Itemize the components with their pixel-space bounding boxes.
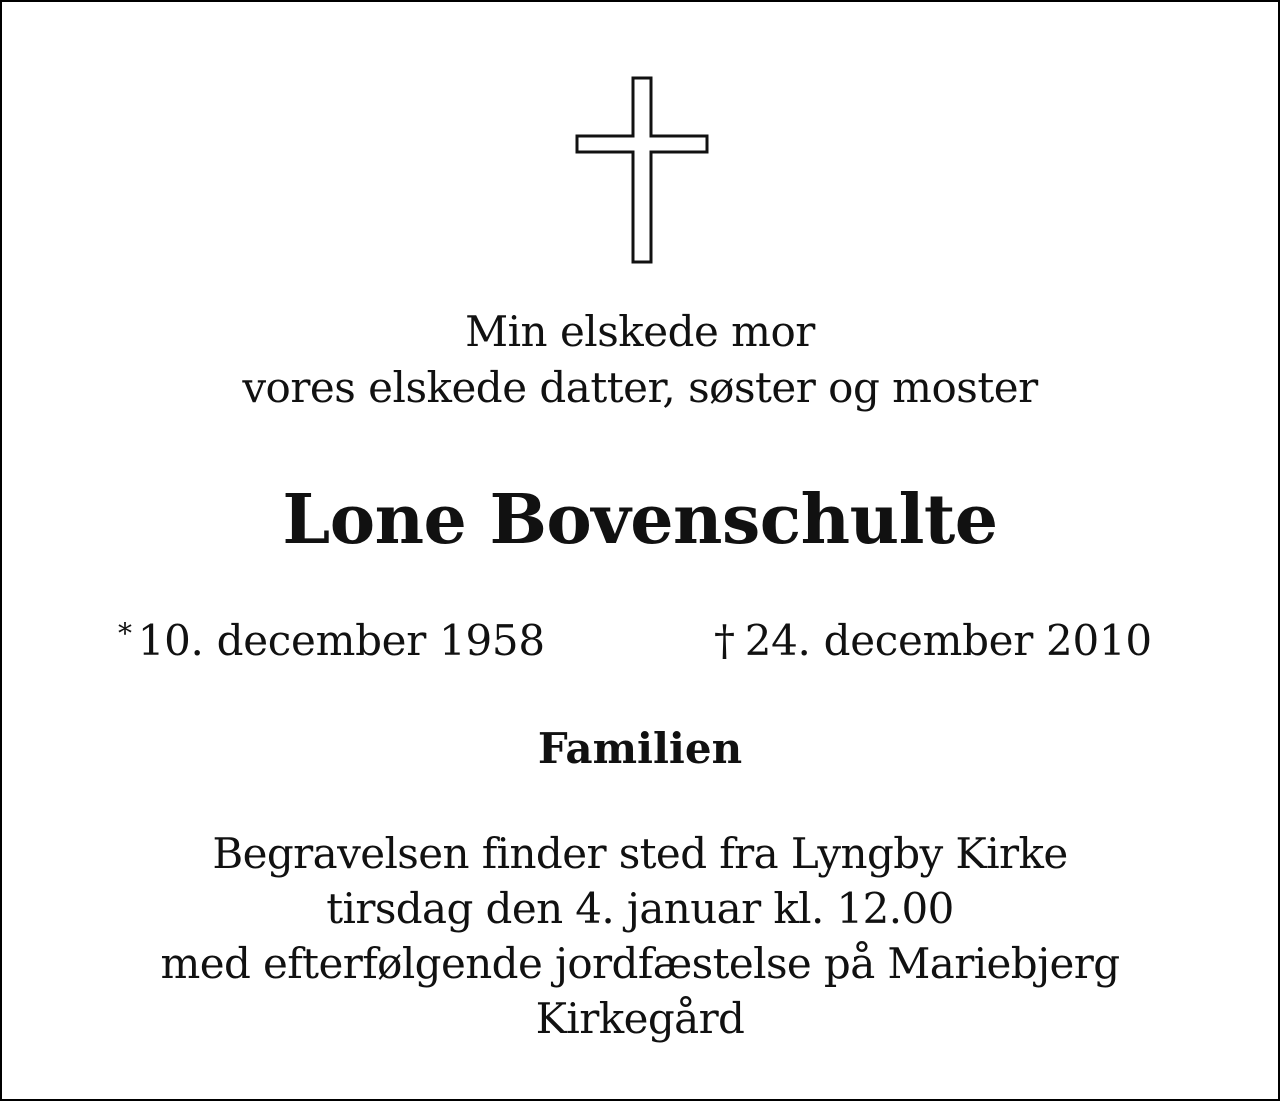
signature: Familien bbox=[537, 724, 743, 773]
death-date: 24. december 2010 bbox=[744, 616, 1152, 665]
service-line-2: tirsdag den 4. januar kl. 12.00 bbox=[326, 884, 954, 933]
cross-icon bbox=[575, 76, 709, 264]
intro-line-1: Min elskede mor bbox=[465, 307, 815, 356]
death-date-line bbox=[714, 616, 1152, 665]
service-line-4: Kirkegård bbox=[535, 994, 745, 1043]
birth-symbol: * bbox=[118, 617, 132, 650]
service-line-3: med efterfølgende jordfæstelse på Mariebjerg bbox=[160, 939, 1120, 988]
birth-date: 10. december 1958 bbox=[137, 616, 545, 665]
intro-line-2: vores elskede datter, søster og moster bbox=[242, 363, 1038, 412]
birth-date-line bbox=[118, 616, 545, 665]
death-symbol: † bbox=[714, 616, 735, 665]
deceased-name: Lone Bovenschulte bbox=[282, 480, 998, 560]
service-line-1: Begravelsen finder sted fra Lyngby Kirke bbox=[212, 829, 1068, 878]
